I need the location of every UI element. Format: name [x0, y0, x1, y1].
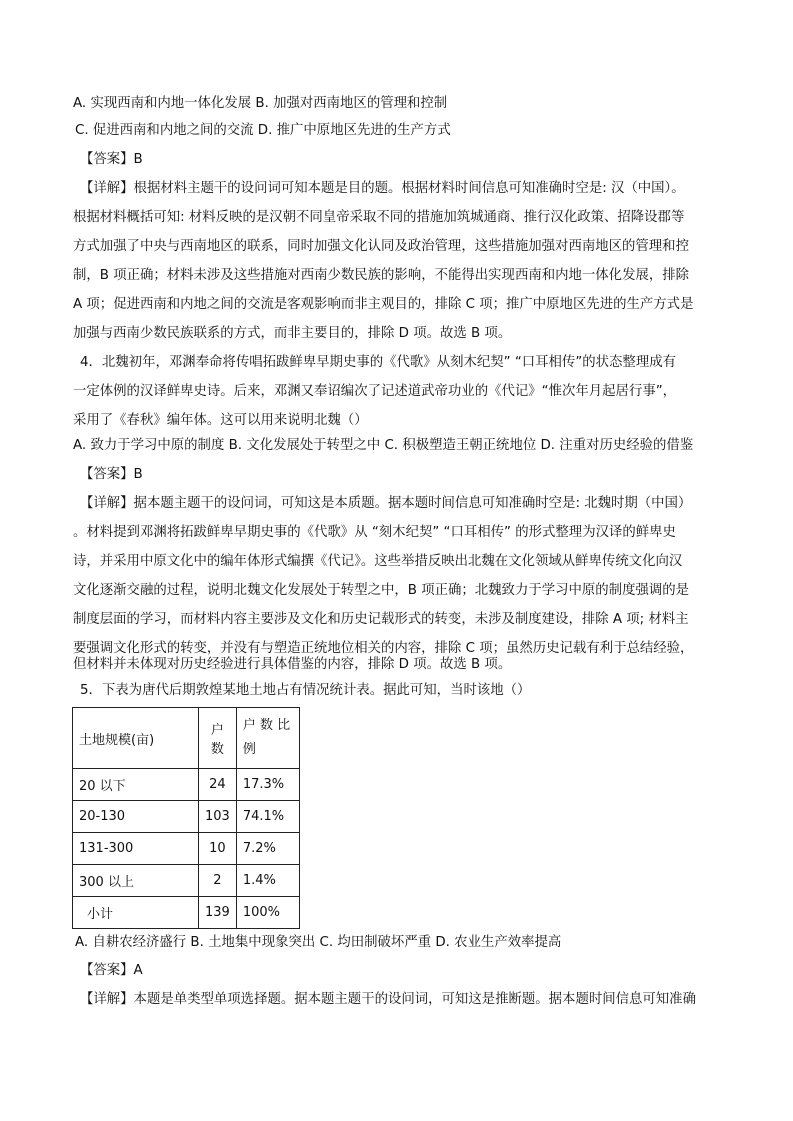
table-cell: 小计	[73, 897, 199, 929]
table-cell: 10	[199, 833, 237, 865]
q3-explanation-line: 方式加强了中央与西南地区的联系，同时加强文化认同及政治管理，这些措施加强对西南地区的管理和控	[73, 239, 689, 254]
table-cell: 300 以上	[73, 865, 199, 897]
table-row	[73, 897, 300, 929]
q4-options: A. 致力于学习中原的制度 B. 文化发展处于转型之中 C. 积极塑造王朝正统地位 D. 注重对历史经验的借鉴	[73, 438, 694, 453]
q3-explanation-line: 根据材料概括可知: 材料反映的是汉朝不同皇帝采取不同的措施加筑城通商、推行汉化政策、招降设郡等	[73, 210, 685, 225]
table-row	[73, 769, 300, 801]
table-header-cell: 土地规模(亩)	[73, 708, 199, 769]
q3-options-cd: C. 促进西南和内地之间的交流 D. 推广中原地区先进的生产方式	[75, 123, 451, 138]
q4-explanation-line: 制度层面的学习，而材料内容主要涉及文化和历史记载形式的转变，未涉及制度建设，排除 A 项; 材料主	[73, 612, 689, 627]
q3-explanation-line: 加强与西南少数民族联系的方式，而非主要目的，排除 D 项。故选 B 项。	[73, 326, 512, 341]
q4-answer: 【答案】B	[80, 467, 143, 482]
table-cell: 2	[199, 865, 237, 897]
q4-explanation-line: 。材料提到邓渊将拓跋鲜卑早期史事的《代歌》从 “刻木纪契” “口耳相传” 的形式整理为汉译的鲜卑史	[73, 525, 676, 540]
q5-answer: 【答案】A	[80, 963, 143, 978]
table-header-row	[73, 708, 300, 769]
q5-options: A. 自耕农经济盛行 B. 土地集中现象突出 C. 均田制破坏严重 D. 农业生产效率提高	[75, 935, 562, 950]
q3-explanation-line: A 项；促进西南和内地之间的交流是客观影响而非主观目的，排除 C 项；推广中原地区先进的生产方式是	[73, 297, 694, 312]
table-cell: 100%	[236, 897, 299, 929]
table-cell: 24	[199, 769, 237, 801]
land-statistics-table	[72, 707, 300, 929]
q4-stem-line: 4．北魏初年，邓渊奉命将传唱拓跋鲜卑早期史事的《代歌》从刻木纪契” “口耳相传”的状态整理成有	[80, 355, 676, 370]
q5-explanation-line: 【详解】本题是单类型单项选择题。据本题主题干的设问词，可知这是推断题。据本题时间信息可知准确	[80, 992, 696, 1007]
table-cell: 74.1%	[236, 801, 299, 833]
table-cell: 20 以下	[73, 769, 199, 801]
q4-explanation-line: 【详解】据本题主题干的设问词，可知这是本质题。据本题时间信息可知准确时空是: 北魏时期（中国）	[80, 496, 692, 511]
table-cell: 1.4%	[236, 865, 299, 897]
table-cell: 139	[199, 897, 237, 929]
table-header-cell: 户 数 比 例	[236, 708, 299, 769]
q3-answer: 【答案】B	[80, 152, 143, 167]
q4-stem-line: 一定体例的汉译鲜卑史诗。后来，邓渊又奉诏编次了记述道武帝功业的《代记》“惟次年月起居行事”，	[73, 384, 677, 399]
table-cell: 103	[199, 801, 237, 833]
q4-explanation-line: 但材料并未体现对历史经验进行具体借鉴的内容，排除 D 项。故选 B 项。	[73, 657, 512, 672]
q4-explanation-line: 文化逐渐交融的过程，说明北魏文化发展处于转型之中，B 项正确；北魏致力于学习中原的制度强调的是	[73, 583, 690, 598]
table-row	[73, 865, 300, 897]
q4-explanation-line: 诗，并采用中原文化中的编年体形式编撰《代记》。这些举措反映出北魏在文化领域从鲜卑传统文化向汉	[73, 554, 683, 569]
table-cell: 20-130	[73, 801, 199, 833]
q3-options-ab: A. 实现西南和内地一体化发展 B. 加强对西南地区的管理和控制	[73, 96, 448, 111]
q4-explanation-line: 要强调文化形式的转变，并没有与塑造正统地位相关的内容，排除 C 项；虽然历史记载有利于总结经验，	[73, 641, 694, 656]
q3-explanation-line: 【详解】根据材料主题干的设问词可知本题是目的题。根据材料时间信息可知准确时空是: 汉（中国）。	[80, 181, 685, 196]
q5-stem: 5．下表为唐代后期敦煌某地土地占有情况统计表。据此可知，当时该地（）	[80, 683, 531, 698]
table-cell: 17.3%	[236, 769, 299, 801]
table-row	[73, 801, 300, 833]
table-row	[73, 833, 300, 865]
table-header-cell: 户数	[199, 708, 237, 769]
table-cell: 131-300	[73, 833, 199, 865]
q4-stem-line: 采用了《春秋》编年体。这可以用来说明北魏（）	[73, 413, 368, 428]
table-cell: 7.2%	[236, 833, 299, 865]
q3-explanation-line: 制，B 项正确；材料未涉及这些措施对西南少数民族的影响，不能得出实现西南和内地一体化发展，排除	[73, 268, 690, 283]
